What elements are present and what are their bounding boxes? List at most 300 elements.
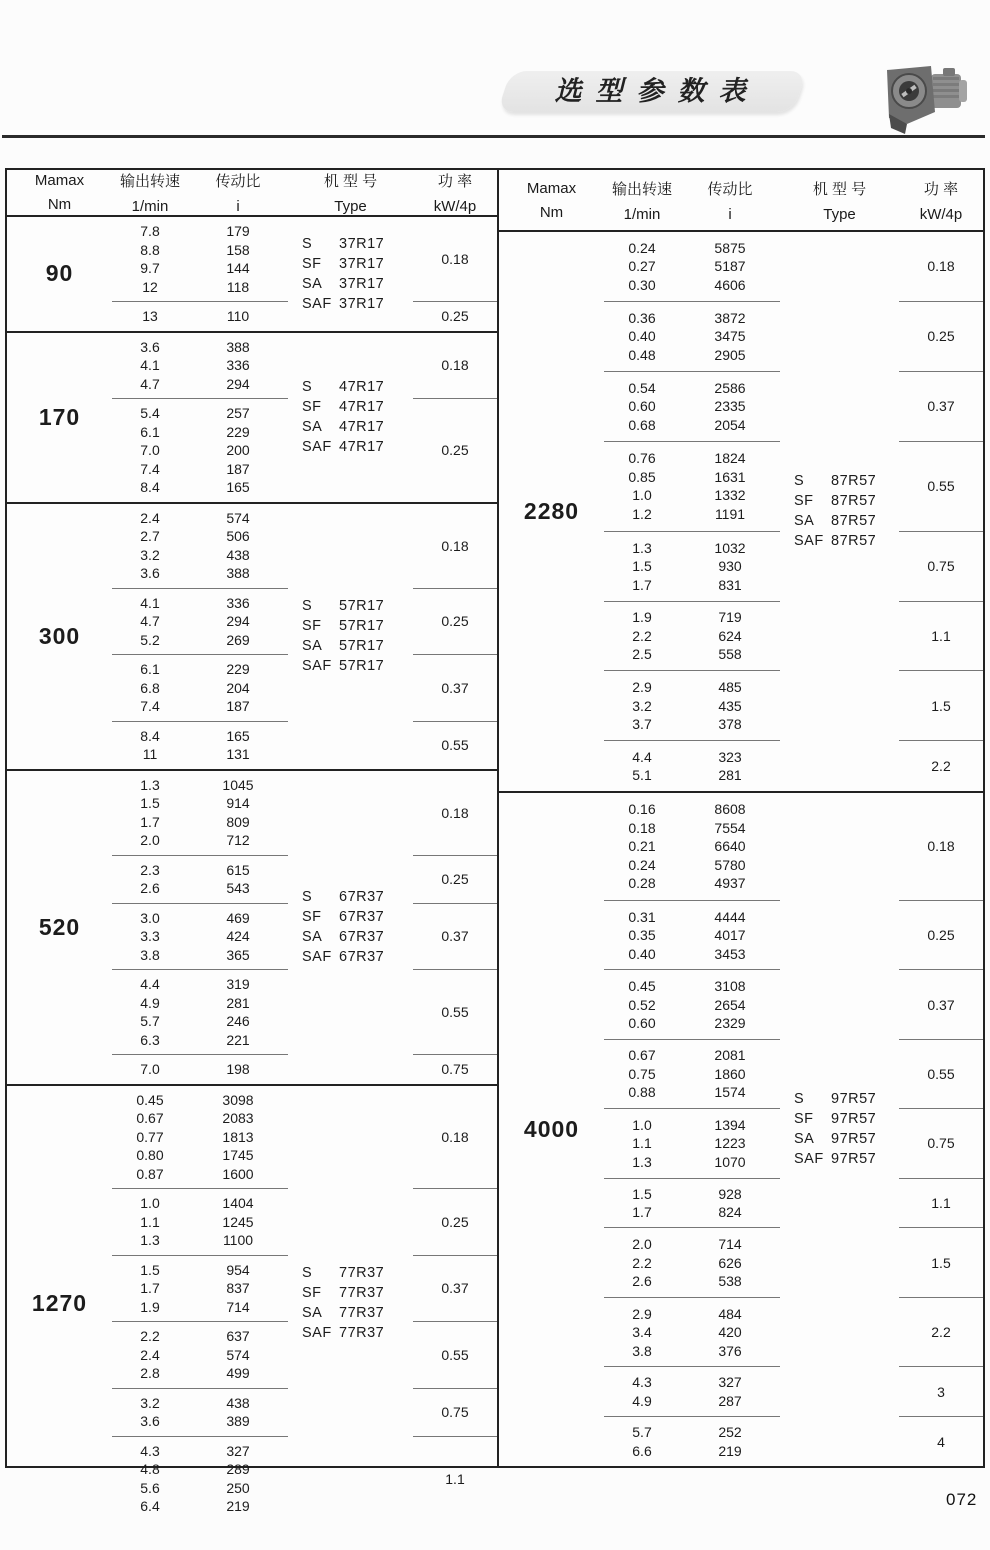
type-label (302, 274, 384, 294)
ratio-value: 336 (226, 357, 250, 374)
type-series-prefix: SAF (302, 1325, 332, 1341)
speed-value: 1.5 (140, 795, 160, 812)
type-label (302, 294, 384, 314)
ratio-group (112, 1389, 497, 1437)
ratio-value: 1574 (714, 1084, 746, 1101)
ratio-value: 714 (718, 1236, 742, 1253)
speed-value: 2.2 (140, 1328, 160, 1345)
ratio-value: 438 (226, 546, 250, 563)
table-row (112, 1091, 288, 1110)
ratio-value: 1332 (714, 487, 746, 504)
ratio-value: 714 (226, 1298, 250, 1315)
speed-value: 2.0 (632, 1236, 652, 1253)
table-row (112, 879, 288, 898)
type-label (302, 417, 384, 437)
ratio-value: 809 (226, 813, 250, 830)
type-series-prefix: SAF (302, 949, 332, 965)
power-value: 0.75 (899, 532, 983, 602)
type-label (302, 907, 384, 927)
speed-value: 5.7 (632, 1424, 652, 1441)
type-column-gap (780, 1179, 899, 1229)
type-series-prefix: SF (302, 618, 322, 634)
col-header-line1: 输出转速 (611, 180, 672, 198)
table-row (112, 527, 288, 546)
col-header-line1: Mamax (34, 172, 85, 189)
speed-value: 2.3 (140, 861, 160, 878)
table-row (112, 1109, 288, 1128)
table-row (604, 907, 780, 926)
table-row (112, 1060, 288, 1079)
ratio-value: 484 (718, 1305, 742, 1322)
type-series-prefix: SF (302, 399, 322, 415)
speed-ratio-block (604, 1109, 780, 1178)
col-header-line1: 机 型 号 (323, 173, 378, 190)
speed-value: 1.1 (632, 1135, 652, 1152)
table-row (604, 276, 780, 295)
speed-ratio-block (112, 1256, 288, 1323)
speed-value: 4.1 (140, 594, 160, 611)
speed-value: 4.1 (140, 357, 160, 374)
speed-value: 7.4 (140, 460, 160, 477)
speed-value: 12 (142, 278, 158, 295)
ratio-value: 323 (718, 748, 742, 765)
table-row (604, 1235, 780, 1254)
ratio-value: 1824 (714, 450, 746, 467)
table-row (604, 239, 780, 258)
speed-ratio-block (604, 741, 780, 790)
type-column-gap (288, 722, 413, 769)
ratio-value: 294 (226, 375, 250, 392)
mamax-value: 90 (45, 260, 74, 287)
speed-value: 1.3 (632, 1153, 652, 1170)
table-row (112, 861, 288, 880)
type-label (302, 636, 384, 656)
col-header-line1: 传动比 (215, 173, 261, 190)
table-row (604, 575, 780, 594)
ratio-value: 3872 (714, 309, 746, 326)
ratio-value: 378 (718, 716, 742, 733)
type-series-prefix: SA (302, 419, 323, 435)
ratio-value: 4444 (714, 908, 746, 925)
ratio-value: 2081 (714, 1047, 746, 1064)
table-row (604, 1272, 780, 1291)
ratio-group (112, 970, 497, 1055)
ratio-value: 221 (226, 1031, 250, 1048)
speed-ratio-block (112, 217, 288, 302)
speed-value: 3.3 (140, 928, 160, 945)
type-column-gap (780, 793, 899, 901)
type-label (794, 1129, 876, 1149)
table-row (112, 994, 288, 1013)
table-row (112, 564, 288, 583)
speed-value: 4.9 (140, 994, 160, 1011)
ratio-value: 712 (226, 832, 250, 849)
col-header-line2: Nm (47, 196, 72, 213)
type-series-prefix: SF (302, 1285, 322, 1301)
table-row (604, 327, 780, 346)
table-row (112, 1231, 288, 1250)
speed-value: 1.3 (632, 539, 652, 556)
ratio-group (604, 970, 983, 1039)
ratio-value: 615 (226, 861, 250, 878)
ratio-value: 1745 (222, 1147, 254, 1164)
type-column-gap (288, 1086, 413, 1190)
speed-value: 2.2 (632, 1254, 652, 1271)
type-label (302, 1283, 384, 1303)
speed-ratio-block (604, 232, 780, 302)
speed-value: 0.16 (628, 801, 656, 818)
speed-value: 3.8 (632, 1342, 652, 1359)
table-row (112, 307, 288, 326)
table-row (112, 1460, 288, 1479)
ratio-value: 294 (226, 613, 250, 630)
speed-value: 7.0 (140, 442, 160, 459)
ratio-value: 5780 (714, 856, 746, 873)
type-column-gap (288, 1189, 413, 1256)
type-block (302, 1263, 384, 1343)
power-value: 0.18 (413, 771, 497, 856)
table-row (604, 1442, 780, 1461)
type-column-gap (288, 970, 413, 1055)
type-column-gap (780, 302, 899, 372)
ratio-value: 1100 (222, 1232, 254, 1249)
speed-value: 0.88 (628, 1084, 656, 1101)
type-label (794, 1089, 876, 1109)
ratio-value: 624 (718, 627, 742, 644)
table-row (604, 257, 780, 276)
table-row (604, 1253, 780, 1272)
speed-ratio-block (604, 1179, 780, 1229)
speed-ratio-block (604, 1228, 780, 1297)
table-row (604, 505, 780, 524)
ratio-value: 7554 (714, 819, 746, 836)
mamax-value: 520 (38, 913, 81, 940)
table-row (112, 946, 288, 965)
type-label (302, 927, 384, 947)
ratio-value: 538 (718, 1273, 742, 1290)
type-label (302, 1303, 384, 1323)
type-label (794, 531, 876, 551)
type-block (302, 234, 384, 314)
table-row (112, 423, 288, 442)
ratio-value: 558 (718, 646, 742, 663)
type-model: 87R57 (831, 493, 877, 510)
col-header-line2: Nm (539, 203, 564, 221)
selection-table-right (499, 170, 983, 1466)
col-header-line1: 输出转速 (119, 173, 180, 190)
table-row (604, 449, 780, 468)
ratio-value: 506 (226, 528, 250, 545)
speed-value: 1.0 (632, 487, 652, 504)
col-header-line1: 机 型 号 (812, 180, 867, 198)
power-value: 0.25 (413, 589, 497, 656)
speed-value: 4.3 (632, 1374, 652, 1391)
ratio-group (604, 1298, 983, 1367)
table-row (112, 1327, 288, 1346)
type-label (794, 1109, 876, 1129)
type-model: 57R17 (339, 638, 385, 654)
ratio-value: 246 (226, 1013, 250, 1030)
table-row (112, 745, 288, 764)
speed-value: 0.54 (628, 379, 656, 396)
col-header-line1: 功 率 (923, 180, 959, 198)
col-header-ratio (680, 170, 780, 230)
type-model: 67R37 (339, 929, 385, 945)
ratio-value: 928 (718, 1185, 742, 1202)
table-section (499, 232, 983, 791)
table-row (604, 557, 780, 576)
speed-ratio-block (112, 302, 288, 331)
type-series-prefix: S (794, 1091, 805, 1108)
ratio-group (112, 1189, 497, 1256)
ratio-value: 287 (718, 1392, 742, 1409)
table-row (112, 375, 288, 394)
speed-value: 2.9 (632, 679, 652, 696)
col-header-power (413, 170, 497, 215)
type-column-gap (780, 372, 899, 442)
ratio-value: 831 (718, 576, 742, 593)
table-row (112, 1213, 288, 1232)
table-row (604, 995, 780, 1014)
ratio-value: 219 (226, 1498, 250, 1515)
type-model: 97R57 (831, 1131, 877, 1148)
type-series-prefix: SF (794, 1111, 814, 1128)
ratio-value: 626 (718, 1254, 742, 1271)
power-value: 0.18 (899, 232, 983, 302)
table-row (604, 1014, 780, 1033)
speed-value: 1.2 (632, 505, 652, 522)
table-section (7, 217, 497, 331)
speed-value: 2.4 (140, 1346, 160, 1363)
speed-value: 0.48 (628, 346, 656, 363)
speed-value: 0.30 (628, 276, 656, 293)
ratio-value: 2654 (714, 996, 746, 1013)
speed-ratio-block (112, 1086, 288, 1190)
power-value: 4 (937, 1433, 945, 1450)
ratio-value: 2335 (714, 398, 746, 415)
ratio-group (112, 1055, 497, 1084)
speed-ratio-block (112, 1437, 288, 1521)
speed-ratio-block (112, 1055, 288, 1084)
col-header-mamax (7, 170, 112, 215)
power-value: 1.1 (445, 1470, 465, 1487)
speed-ratio-block (604, 793, 780, 901)
table-section (7, 1084, 497, 1521)
mamax-value: 170 (38, 403, 81, 430)
table-row (112, 259, 288, 278)
speed-value: 0.67 (136, 1110, 164, 1127)
type-column-gap (288, 1055, 413, 1084)
table-row (604, 977, 780, 996)
ratio-group (604, 232, 983, 302)
ratio-value: 6640 (714, 838, 746, 855)
speed-ratio-block (112, 970, 288, 1055)
speed-value: 5.2 (140, 631, 160, 648)
mamax-value: 1270 (31, 1289, 88, 1316)
table-row (604, 397, 780, 416)
power-value: 0.75 (899, 1109, 983, 1178)
table-row (112, 927, 288, 946)
type-series-prefix: SF (302, 255, 322, 272)
speed-ratio-block (112, 333, 288, 400)
power-value: 0.75 (413, 1389, 497, 1437)
ratio-value: 257 (226, 405, 250, 422)
ratio-value: 165 (226, 479, 250, 496)
type-series-prefix: SAF (302, 295, 332, 312)
table-row (604, 874, 780, 893)
ratio-value: 2586 (714, 379, 746, 396)
type-block (794, 1089, 876, 1169)
table-row (112, 1394, 288, 1413)
page-title: 选型参数表 (554, 76, 760, 106)
type-column-gap (288, 504, 413, 589)
table-row (112, 404, 288, 423)
ratio-value: 327 (226, 1442, 250, 1459)
speed-ratio-block (112, 1189, 288, 1256)
type-model: 47R17 (339, 399, 385, 415)
table-row (604, 1134, 780, 1153)
ratio-value: 1032 (714, 539, 746, 556)
table-row (112, 727, 288, 746)
ratio-value: 930 (718, 558, 742, 575)
speed-value: 5.1 (632, 767, 652, 784)
power-value: 0.18 (899, 793, 983, 901)
type-label (794, 1149, 876, 1169)
col-header-output-speed (604, 170, 680, 230)
speed-value: 4.7 (140, 613, 160, 630)
power-value: 0.75 (441, 1061, 469, 1078)
speed-value: 2.4 (140, 509, 160, 526)
ratio-value: 200 (226, 442, 250, 459)
type-model: 37R17 (339, 295, 385, 312)
ratio-value: 3108 (714, 978, 746, 995)
power-value: 0.25 (413, 856, 497, 904)
type-column-gap (780, 741, 899, 790)
col-header-ratio (188, 170, 288, 215)
table-row (604, 379, 780, 398)
page-title-banner (497, 71, 806, 112)
table-row (604, 1423, 780, 1442)
type-series-prefix: SA (302, 1305, 323, 1321)
type-model: 67R37 (339, 949, 385, 965)
ratio-value: 954 (226, 1261, 250, 1278)
col-header-type (780, 170, 899, 230)
speed-value: 0.87 (136, 1165, 164, 1182)
ratio-value: 131 (226, 746, 250, 763)
ratio-value: 365 (226, 946, 250, 963)
speed-value: 1.9 (632, 609, 652, 626)
type-column-gap (780, 1298, 899, 1367)
ratio-group (604, 1228, 983, 1297)
table-row (112, 813, 288, 832)
speed-value: 3.7 (632, 716, 652, 733)
speed-value: 4.4 (140, 976, 160, 993)
ratio-group (112, 771, 497, 856)
table-row (604, 645, 780, 664)
speed-value: 7.4 (140, 698, 160, 715)
type-label (302, 377, 384, 397)
speed-value: 6.1 (140, 423, 160, 440)
speed-value: 0.27 (628, 258, 656, 275)
speed-value: 0.80 (136, 1147, 164, 1164)
type-label (302, 596, 384, 616)
table-row (112, 1128, 288, 1147)
table-row (604, 819, 780, 838)
speed-value: 1.0 (632, 1116, 652, 1133)
speed-value: 2.6 (632, 1273, 652, 1290)
type-series-prefix: SA (794, 513, 815, 530)
speed-value: 0.24 (628, 856, 656, 873)
ratio-value: 2054 (714, 416, 746, 433)
table-row (112, 1442, 288, 1461)
type-series-prefix: SA (302, 275, 323, 292)
table-row (604, 346, 780, 365)
speed-value: 4.3 (140, 1442, 160, 1459)
ratio-value: 2329 (714, 1015, 746, 1032)
table-header-left (7, 170, 497, 217)
speed-value: 0.31 (628, 908, 656, 925)
col-header-line2: kW/4p (919, 205, 963, 223)
table-row (112, 546, 288, 565)
ratio-value: 281 (718, 767, 742, 784)
ratio-group (604, 901, 983, 970)
speed-value: 0.67 (628, 1047, 656, 1064)
table-row (112, 1412, 288, 1431)
power-value: 0.37 (899, 372, 983, 442)
table-body-right (499, 232, 983, 1466)
type-series-prefix: SAF (302, 658, 332, 674)
speed-value: 4.7 (140, 375, 160, 392)
power-value: 0.25 (899, 901, 983, 970)
ratio-value: 319 (226, 976, 250, 993)
ratio-value: 198 (226, 1061, 250, 1078)
type-label (302, 234, 384, 254)
speed-value: 0.45 (628, 978, 656, 995)
table-section (7, 769, 497, 1084)
type-model: 97R57 (831, 1091, 877, 1108)
power-value: 0.18 (413, 1086, 497, 1190)
speed-ratio-block (112, 722, 288, 769)
type-column-gap (780, 232, 899, 302)
table-row (112, 1194, 288, 1213)
type-series-prefix: S (302, 889, 313, 905)
table-row (604, 715, 780, 734)
speed-ratio-block (604, 302, 780, 372)
table-section (499, 791, 983, 1466)
ratio-value: 1860 (714, 1065, 746, 1082)
type-label (302, 254, 384, 274)
speed-value: 6.3 (140, 1031, 160, 1048)
col-header-line2: Type (334, 198, 367, 215)
speed-value: 3.6 (140, 565, 160, 582)
mamax-value: 4000 (523, 1115, 580, 1142)
ratio-value: 4017 (714, 927, 746, 944)
ratio-value: 376 (718, 1342, 742, 1359)
ratio-value: 4606 (714, 276, 746, 293)
ratio-value: 424 (226, 928, 250, 945)
power-value: 1.1 (899, 602, 983, 672)
ratio-group (604, 372, 983, 442)
table-row (112, 241, 288, 260)
speed-ratio-block (112, 504, 288, 589)
ratio-value: 637 (226, 1328, 250, 1345)
speed-value: 5.7 (140, 1013, 160, 1030)
ratio-value: 1245 (222, 1213, 254, 1230)
speed-value: 1.5 (632, 558, 652, 575)
ratio-value: 499 (226, 1365, 250, 1382)
col-header-line1: Mamax (526, 179, 577, 197)
speed-value: 6.1 (140, 661, 160, 678)
